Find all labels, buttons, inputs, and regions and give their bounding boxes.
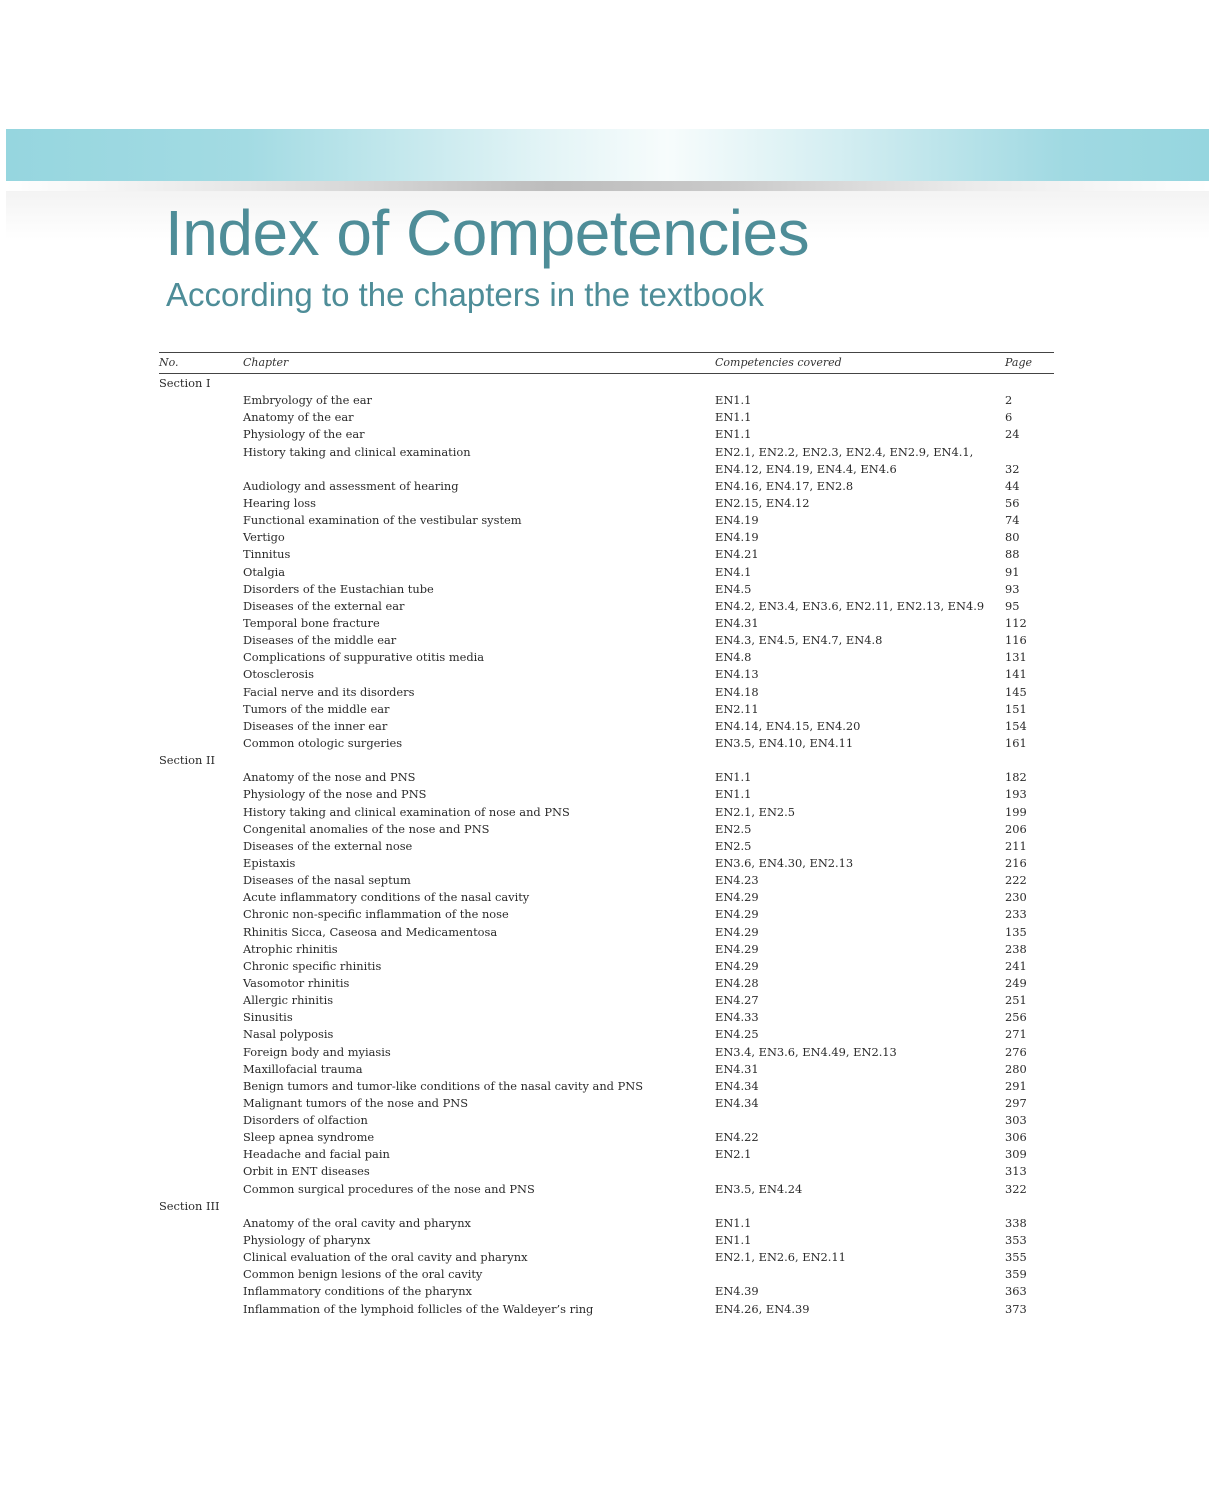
chapter-cell: Facial nerve and its disorders xyxy=(243,684,415,699)
table-row xyxy=(159,974,1054,991)
competencies-line: EN2.1, EN2.5 xyxy=(715,804,796,819)
competencies-line: EN4.29 xyxy=(715,941,759,956)
competencies-line: EN4.12, EN4.19, EN4.4, EN4.6 xyxy=(715,461,897,476)
page-cell: 373 xyxy=(1005,1301,1027,1316)
table-row xyxy=(159,871,1054,888)
table-row xyxy=(159,803,1054,820)
competencies-cell xyxy=(715,632,882,649)
competencies-cell xyxy=(715,1146,751,1163)
table-row xyxy=(159,1248,1054,1265)
competencies-line: EN1.1 xyxy=(715,410,752,425)
table-row xyxy=(159,905,1054,922)
competencies-cell xyxy=(715,564,751,581)
section-row xyxy=(159,1197,1054,1214)
page-cell: 322 xyxy=(1005,1181,1027,1196)
competencies-cell xyxy=(715,821,751,838)
competencies-cell xyxy=(715,1078,759,1095)
page-cell: 353 xyxy=(1005,1233,1027,1248)
competencies-line: EN4.16, EN4.17, EN2.8 xyxy=(715,478,854,493)
chapter-cell: Vertigo xyxy=(243,530,285,545)
page-cell: 256 xyxy=(1005,1010,1027,1025)
competencies-line: EN3.6, EN4.30, EN2.13 xyxy=(715,855,854,870)
chapter-cell: Diseases of the nasal septum xyxy=(243,873,411,888)
competencies-line: EN4.23 xyxy=(715,873,759,888)
table-row xyxy=(159,717,1054,734)
competencies-cell xyxy=(715,718,860,735)
table-row xyxy=(159,648,1054,665)
chapter-cell: Common benign lesions of the oral cavity xyxy=(243,1267,483,1282)
table-row xyxy=(159,700,1054,717)
chapter-cell: Anatomy of the oral cavity and pharynx xyxy=(243,1215,471,1230)
page-cell: 116 xyxy=(1005,633,1027,648)
page-cell: 56 xyxy=(1005,496,1020,510)
competencies-cell xyxy=(715,735,853,752)
section-row xyxy=(159,374,1054,391)
table-row xyxy=(159,734,1054,751)
table-row xyxy=(159,631,1054,648)
competencies-cell xyxy=(715,478,853,495)
page-title: Index of Competencies xyxy=(165,197,810,269)
competencies-cell xyxy=(715,1232,751,1249)
competencies-line: EN2.5 xyxy=(715,821,752,836)
page-cell: 145 xyxy=(1005,684,1027,699)
competencies-line: EN4.29 xyxy=(715,924,759,939)
col-header-no: No. xyxy=(159,356,179,369)
competencies-cell xyxy=(715,786,751,803)
competencies-line: EN4.33 xyxy=(715,1010,759,1025)
chapter-cell: Anatomy of the nose and PNS xyxy=(243,770,416,785)
competencies-line: EN1.1 xyxy=(715,393,752,408)
chapter-cell: Nasal polyposis xyxy=(243,1027,334,1042)
page-cell: 206 xyxy=(1005,821,1027,836)
table-row xyxy=(159,683,1054,700)
page-cell: 271 xyxy=(1005,1027,1027,1042)
competencies-cell xyxy=(715,684,759,701)
table-row xyxy=(159,408,1054,425)
competencies-line: EN4.27 xyxy=(715,993,759,1008)
competencies-line: EN4.34 xyxy=(715,1078,759,1093)
competencies-line: EN4.8 xyxy=(715,650,752,665)
table-row xyxy=(159,1043,1054,1060)
table-row xyxy=(159,1008,1054,1025)
section-label: Section I xyxy=(159,376,211,390)
table-row xyxy=(159,854,1054,871)
chapter-cell: History taking and clinical examination of nose and PNS xyxy=(243,804,570,819)
chapter-cell: Temporal bone fracture xyxy=(243,615,380,630)
table-row xyxy=(159,1231,1054,1248)
page-cell: 233 xyxy=(1005,907,1027,922)
competencies-cell xyxy=(715,838,751,855)
competencies-cell xyxy=(715,804,795,821)
chapter-cell: Foreign body and myiasis xyxy=(243,1044,391,1059)
competencies-line: EN4.1 xyxy=(715,564,752,579)
chapter-cell: Anatomy of the ear xyxy=(243,410,354,425)
competencies-cell xyxy=(715,1129,759,1146)
chapter-cell: Diseases of the inner ear xyxy=(243,718,388,733)
page-cell: 313 xyxy=(1005,1164,1027,1179)
chapter-cell: Common surgical procedures of the nose and PNS xyxy=(243,1181,535,1196)
competencies-line: EN3.5, EN4.10, EN4.11 xyxy=(715,735,854,750)
chapter-cell: Headache and facial pain xyxy=(243,1147,390,1162)
page-cell: 161 xyxy=(1005,735,1027,750)
page-cell: 363 xyxy=(1005,1284,1027,1299)
chapter-cell: Functional examination of the vestibular system xyxy=(243,513,522,528)
page-cell: 241 xyxy=(1005,958,1027,973)
competencies-line: EN3.4, EN3.6, EN4.49, EN2.13 xyxy=(715,1044,897,1059)
col-header-competencies: Competencies covered xyxy=(715,356,842,369)
header-banner xyxy=(6,129,1209,181)
chapter-cell: Congenital anomalies of the nose and PNS xyxy=(243,821,490,836)
page-cell: 211 xyxy=(1005,838,1027,853)
table-row xyxy=(159,1111,1054,1128)
header-banner-shadow xyxy=(6,181,1209,191)
competencies-line: EN4.21 xyxy=(715,547,759,562)
chapter-cell: Atrophic rhinitis xyxy=(243,941,338,956)
page-cell: 249 xyxy=(1005,975,1027,990)
table-row xyxy=(159,1265,1054,1282)
page-cell: 154 xyxy=(1005,718,1027,733)
competencies-cell xyxy=(715,1249,846,1266)
competencies-line: EN2.1, EN2.2, EN2.3, EN2.4, EN2.9, EN4.1, xyxy=(715,444,974,459)
chapter-cell: Physiology of the nose and PNS xyxy=(243,787,427,802)
competencies-cell xyxy=(715,1181,802,1198)
table-row xyxy=(159,425,1054,442)
page-cell: 32 xyxy=(1005,461,1020,476)
competencies-cell xyxy=(715,1044,897,1061)
competencies-line: EN2.1, EN2.6, EN2.11 xyxy=(715,1250,846,1265)
chapter-cell: Acute inflammatory conditions of the nasal cavity xyxy=(243,890,530,905)
table-row xyxy=(159,991,1054,1008)
chapter-cell: Common otologic surgeries xyxy=(243,735,403,750)
page-cell: 112 xyxy=(1005,615,1027,630)
chapter-cell: Diseases of the external nose xyxy=(243,838,413,853)
chapter-cell: Clinical evaluation of the oral cavity and pharynx xyxy=(243,1250,528,1265)
chapter-cell: Chronic specific rhinitis xyxy=(243,958,382,973)
chapter-cell: Benign tumors and tumor-like conditions of the nasal cavity and PNS xyxy=(243,1078,644,1093)
page-cell: 88 xyxy=(1005,547,1020,562)
competencies-cell xyxy=(715,529,759,546)
competencies-line: EN1.1 xyxy=(715,1215,752,1230)
page-cell: 355 xyxy=(1005,1250,1027,1265)
chapter-cell: Orbit in ENT diseases xyxy=(243,1164,370,1179)
competencies-cell xyxy=(715,855,853,872)
chapter-cell: Epistaxis xyxy=(243,855,296,870)
page-cell: 309 xyxy=(1005,1147,1027,1162)
page-cell: 131 xyxy=(1005,650,1027,665)
competencies-line: EN4.34 xyxy=(715,1095,759,1110)
chapter-cell: Rhinitis Sicca, Caseosa and Medicamentosa xyxy=(243,924,498,939)
chapter-cell: Vasomotor rhinitis xyxy=(243,975,350,990)
chapter-cell: Allergic rhinitis xyxy=(243,993,334,1008)
page-cell: 276 xyxy=(1005,1044,1027,1059)
page-cell: 291 xyxy=(1005,1078,1027,1093)
table-row xyxy=(159,511,1054,528)
competency-table xyxy=(159,352,1054,1317)
chapter-cell: Maxillofacial trauma xyxy=(243,1061,363,1076)
competencies-cell xyxy=(715,1061,759,1078)
table-row xyxy=(159,1282,1054,1299)
competencies-line: EN4.14, EN4.15, EN4.20 xyxy=(715,718,861,733)
chapter-cell: Otalgia xyxy=(243,564,286,579)
table-row xyxy=(159,443,1054,477)
chapter-cell: Physiology of pharynx xyxy=(243,1233,371,1248)
competencies-cell xyxy=(715,598,984,615)
page-cell: 151 xyxy=(1005,701,1027,716)
table-header xyxy=(159,352,1054,374)
page-cell: 44 xyxy=(1005,478,1020,493)
page-cell: 199 xyxy=(1005,804,1027,819)
competencies-line: EN4.39 xyxy=(715,1284,759,1299)
competencies-line: EN1.1 xyxy=(715,787,752,802)
competencies-cell xyxy=(715,426,751,443)
competencies-line: EN4.29 xyxy=(715,958,759,973)
page-cell: 216 xyxy=(1005,855,1027,870)
table-row xyxy=(159,545,1054,562)
chapter-cell: Disorders of olfaction xyxy=(243,1113,368,1128)
chapter-cell: Audiology and assessment of hearing xyxy=(243,478,459,493)
chapter-cell: Malignant tumors of the nose and PNS xyxy=(243,1095,469,1110)
page-cell: 359 xyxy=(1005,1267,1027,1282)
chapter-cell: Inflammation of the lymphoid follicles of the Waldeyer’s ring xyxy=(243,1301,594,1316)
competencies-cell xyxy=(715,546,759,563)
competencies-cell xyxy=(715,992,759,1009)
page-cell: 306 xyxy=(1005,1130,1027,1145)
competencies-line: EN1.1 xyxy=(715,427,752,442)
table-row xyxy=(159,665,1054,682)
competencies-cell xyxy=(715,1009,759,1026)
competencies-line: EN4.5 xyxy=(715,581,752,596)
table-row xyxy=(159,580,1054,597)
table-row xyxy=(159,957,1054,974)
table-row xyxy=(159,477,1054,494)
section-label: Section II xyxy=(159,753,215,768)
competencies-line: EN4.3, EN4.5, EN4.7, EN4.8 xyxy=(715,633,883,648)
table-row xyxy=(159,528,1054,545)
competencies-line: EN4.31 xyxy=(715,615,759,630)
page-cell: 222 xyxy=(1005,873,1027,888)
competencies-cell xyxy=(715,392,751,409)
competencies-cell xyxy=(715,1283,759,1300)
page-cell: 2 xyxy=(1005,393,1013,408)
competencies-cell xyxy=(715,581,751,598)
competencies-cell xyxy=(715,666,759,683)
competencies-cell xyxy=(715,1215,751,1232)
table-row xyxy=(159,1077,1054,1094)
competencies-line: EN4.29 xyxy=(715,890,759,905)
table-row xyxy=(159,1025,1054,1042)
table-row xyxy=(159,1060,1054,1077)
competencies-line: EN1.1 xyxy=(715,1233,752,1248)
competencies-line: EN4.28 xyxy=(715,975,759,990)
competencies-cell xyxy=(715,615,759,632)
chapter-cell: Tumors of the middle ear xyxy=(243,701,390,716)
chapter-cell: Chronic non-specific inflammation of the nose xyxy=(243,907,509,922)
competencies-line: EN4.2, EN3.4, EN3.6, EN2.11, EN2.13, EN4.9 xyxy=(715,598,985,613)
table-row xyxy=(159,837,1054,854)
chapter-cell: Hearing loss xyxy=(243,496,316,510)
competencies-line: EN4.13 xyxy=(715,667,759,682)
chapter-cell: Sleep apnea syndrome xyxy=(243,1130,375,1145)
competencies-cell xyxy=(715,889,759,906)
page-cell: 80 xyxy=(1005,530,1020,545)
section-row xyxy=(159,751,1054,768)
table-row xyxy=(159,820,1054,837)
competencies-line: EN2.5 xyxy=(715,838,752,853)
page-cell: 303 xyxy=(1005,1113,1027,1128)
table-row xyxy=(159,1180,1054,1197)
chapter-cell: Diseases of the external ear xyxy=(243,598,405,613)
table-row xyxy=(159,1145,1054,1162)
chapter-cell: Complications of suppurative otitis media xyxy=(243,650,485,665)
page-cell: 74 xyxy=(1005,513,1020,528)
table-row xyxy=(159,391,1054,408)
table-row xyxy=(159,923,1054,940)
table-row xyxy=(159,1094,1054,1111)
competencies-line: EN4.19 xyxy=(715,513,759,528)
page-cell: 135 xyxy=(1005,924,1027,939)
competencies-line: EN4.22 xyxy=(715,1130,759,1145)
table-row xyxy=(159,768,1054,785)
chapter-cell: Otosclerosis xyxy=(243,667,315,682)
chapter-cell: Inflammatory conditions of the pharynx xyxy=(243,1284,472,1299)
col-header-chapter: Chapter xyxy=(243,356,289,369)
page-cell: 95 xyxy=(1005,598,1020,613)
page-cell: 24 xyxy=(1005,427,1020,442)
page-subtitle: According to the chapters in the textbook xyxy=(166,276,765,313)
competencies-line: EN2.1 xyxy=(715,1147,752,1162)
competencies-cell xyxy=(715,1026,759,1043)
competencies-line: EN2.15, EN4.12 xyxy=(715,496,810,510)
chapter-cell: Disorders of the Eustachian tube xyxy=(243,581,434,596)
chapter-cell: Embryology of the ear xyxy=(243,393,372,408)
competencies-cell xyxy=(715,512,759,529)
page-cell: 251 xyxy=(1005,993,1027,1008)
table-row xyxy=(159,563,1054,580)
competencies-cell xyxy=(715,924,759,941)
table-row xyxy=(159,1214,1054,1231)
competencies-line: EN2.11 xyxy=(715,701,759,716)
table-row xyxy=(159,940,1054,957)
competencies-line: EN4.18 xyxy=(715,684,759,699)
competencies-cell xyxy=(715,1095,759,1112)
page-cell: 238 xyxy=(1005,941,1027,956)
competencies-cell xyxy=(715,649,751,666)
page-cell: 182 xyxy=(1005,770,1027,785)
chapter-cell: Physiology of the ear xyxy=(243,427,365,442)
page-cell: 6 xyxy=(1005,410,1013,425)
page-cell: 338 xyxy=(1005,1215,1027,1230)
competencies-cell xyxy=(715,941,759,958)
competencies-cell xyxy=(715,769,751,786)
chapter-cell: Tinnitus xyxy=(243,547,291,562)
competencies-line: EN3.5, EN4.24 xyxy=(715,1181,803,1196)
table-row xyxy=(159,1128,1054,1145)
table-row xyxy=(159,614,1054,631)
table-row xyxy=(159,1300,1054,1317)
competencies-cell xyxy=(715,495,810,512)
section-label: Section III xyxy=(159,1198,220,1213)
competencies-line: EN4.25 xyxy=(715,1027,759,1042)
competencies-line: EN4.31 xyxy=(715,1061,759,1076)
competencies-cell xyxy=(715,1301,810,1318)
competencies-cell xyxy=(715,975,759,992)
table-row xyxy=(159,494,1054,511)
chapter-cell: Sinusitis xyxy=(243,1010,293,1025)
col-header-page: Page xyxy=(1005,356,1033,369)
table-row xyxy=(159,597,1054,614)
competencies-line: EN4.19 xyxy=(715,530,759,545)
table-body xyxy=(159,374,1054,1317)
table-row xyxy=(159,785,1054,802)
page-cell: 91 xyxy=(1005,564,1020,579)
page-cell: 193 xyxy=(1005,787,1027,802)
page-cell: 297 xyxy=(1005,1095,1027,1110)
chapter-cell: Diseases of the middle ear xyxy=(243,633,397,648)
competencies-cell xyxy=(715,409,751,426)
competencies-cell xyxy=(715,906,759,923)
page-cell: 230 xyxy=(1005,890,1027,905)
page-cell: 141 xyxy=(1005,667,1027,682)
page-cell: 280 xyxy=(1005,1061,1027,1076)
competencies-cell xyxy=(715,872,759,889)
table-row xyxy=(159,1162,1054,1179)
table-row xyxy=(159,888,1054,905)
competencies-line: EN1.1 xyxy=(715,770,752,785)
competencies-line: EN4.29 xyxy=(715,907,759,922)
competencies-cell xyxy=(715,444,973,478)
page-cell: 93 xyxy=(1005,581,1020,596)
competencies-line: EN4.26, EN4.39 xyxy=(715,1301,810,1316)
competencies-cell xyxy=(715,958,759,975)
chapter-cell: History taking and clinical examination xyxy=(243,444,471,459)
competencies-cell xyxy=(715,701,759,718)
